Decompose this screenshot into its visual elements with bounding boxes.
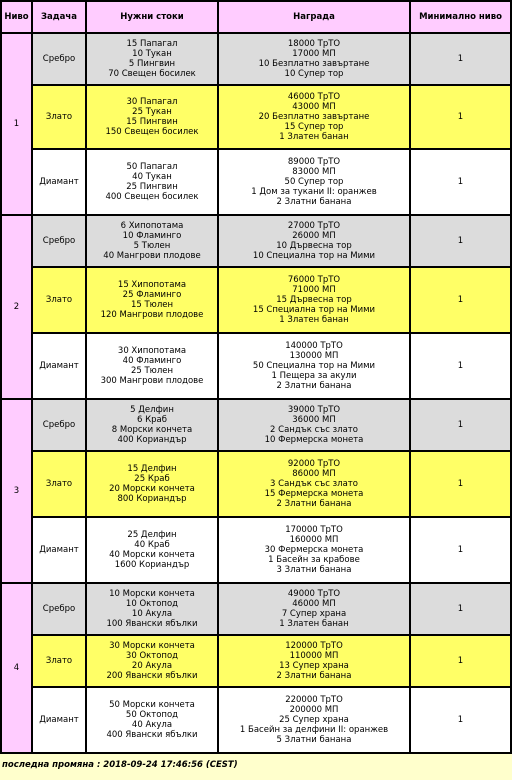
goods-cell — [86, 451, 218, 517]
goods-item: 15 Хипопотама — [117, 280, 187, 290]
min-level-cell: 1 — [410, 583, 511, 635]
task-cell: Злато — [32, 635, 86, 687]
goods-item: 15 Делфин — [127, 464, 177, 474]
reward-item: 1 Златен банан — [279, 619, 349, 629]
goods-item: 50 Морски кончета — [109, 700, 195, 710]
goods-item: 15 Тюлен — [130, 300, 174, 310]
min-level-cell: 1 — [410, 333, 511, 399]
reward-cell — [218, 583, 410, 635]
table-row — [1, 451, 511, 517]
table-row — [1, 583, 511, 635]
goods-item: 150 Свещен босилек — [105, 127, 199, 137]
task-cell: Сребро — [32, 399, 86, 451]
reward-item: 86000 МП — [292, 469, 336, 479]
reward-item: 120000 ТрТО — [285, 641, 343, 651]
reward-item: 92000 ТрТО — [287, 459, 341, 469]
goods-item: 40 Морски кончета — [109, 550, 195, 560]
min-level-cell: 1 — [410, 451, 511, 517]
goods-item: 25 Пингвин — [126, 182, 178, 192]
reward-cell — [218, 149, 410, 215]
reward-item: 1 Басейн за делфини II: оранжев — [239, 725, 389, 735]
reward-item: 83000 МП — [292, 167, 336, 177]
reward-item: 2 Сандък със злато — [270, 425, 358, 435]
reward-item: 10 Специална тор на Мими — [252, 251, 376, 261]
goods-cell — [86, 517, 218, 583]
reward-item: 27000 ТрТО — [287, 221, 341, 231]
min-level-cell: 1 — [410, 267, 511, 333]
header-goods: Нужни стоки — [86, 1, 218, 33]
task-cell: Злато — [32, 451, 86, 517]
reward-item: 15 Фермерска монета — [264, 489, 364, 499]
reward-item: 170000 ТрТО — [285, 525, 343, 535]
goods-cell — [86, 635, 218, 687]
goods-item: 15 Пингвин — [126, 117, 178, 127]
goods-item: 8 Морски кончета — [111, 425, 193, 435]
goods-cell — [86, 267, 218, 333]
reward-cell — [218, 399, 410, 451]
goods-item: 30 Папагал — [126, 97, 178, 107]
goods-item: 400 Явански ябълки — [106, 730, 198, 740]
reward-cell — [218, 635, 410, 687]
last-modified: последна промяна : 2018-09-24 17:46:56 (CEST) — [2, 760, 238, 770]
reward-item: 1 Златен банан — [279, 132, 349, 142]
reward-item: 2 Златни банана — [276, 499, 352, 509]
level-cell: 2 — [1, 215, 32, 399]
goods-item: 40 Акула — [131, 720, 173, 730]
reward-item: 26000 МП — [292, 231, 336, 241]
table-row — [1, 267, 511, 333]
goods-item: 30 Хипопотама — [117, 346, 187, 356]
reward-item: 1 Басейн за крабове — [268, 555, 360, 565]
goods-item: 400 Кориандър — [117, 435, 187, 445]
reward-item: 10 Дървесна тор — [276, 241, 352, 251]
min-level-cell: 1 — [410, 149, 511, 215]
table-row — [1, 149, 511, 215]
reward-item: 17000 МП — [292, 49, 336, 59]
reward-item: 15 Супер тор — [284, 122, 344, 132]
goods-item: 200 Явански ябълки — [106, 671, 198, 681]
goods-item: 25 Тукан — [132, 107, 172, 117]
goods-item: 30 Октопод — [125, 651, 179, 661]
task-cell: Злато — [32, 85, 86, 149]
reward-item: 3 Златни банана — [276, 565, 352, 575]
goods-item: 300 Мангрови плодове — [100, 376, 204, 386]
goods-item: 20 Морски кончета — [109, 484, 195, 494]
table-row — [1, 635, 511, 687]
reward-item: 18000 ТрТО — [287, 39, 341, 49]
reward-item: 13 Супер храна — [279, 661, 349, 671]
reward-item: 220000 ТрТО — [285, 695, 343, 705]
reward-item: 2 Златни банана — [276, 671, 352, 681]
goods-item: 25 Тюлен — [130, 366, 174, 376]
table-row — [1, 333, 511, 399]
reward-item: 20 Безплатно завъртане — [258, 112, 370, 122]
goods-item: 25 Краб — [134, 474, 170, 484]
table-row — [1, 33, 511, 85]
task-cell: Диамант — [32, 333, 86, 399]
table-row — [1, 399, 511, 451]
reward-item: 7 Супер храна — [281, 609, 347, 619]
goods-item: 800 Кориандър — [117, 494, 187, 504]
reward-cell — [218, 333, 410, 399]
goods-cell — [86, 33, 218, 85]
reward-item: 50 Супер тор — [284, 177, 344, 187]
goods-item: 1600 Кориандър — [114, 560, 190, 570]
goods-item: 6 Краб — [137, 415, 167, 425]
reward-item: 39000 ТрТО — [287, 405, 341, 415]
task-cell: Сребро — [32, 215, 86, 267]
goods-item: 70 Свещен босилек — [108, 69, 196, 79]
goods-cell — [86, 333, 218, 399]
reward-cell — [218, 687, 410, 753]
reward-item: 15 Дървесна тор — [276, 295, 352, 305]
reward-item: 46000 ТрТО — [287, 92, 341, 102]
min-level-cell: 1 — [410, 517, 511, 583]
goods-item: 5 Пингвин — [128, 59, 176, 69]
task-cell: Сребро — [32, 583, 86, 635]
reward-cell — [218, 517, 410, 583]
table-row — [1, 85, 511, 149]
goods-item: 10 Тукан — [132, 49, 172, 59]
goods-item: 10 Акула — [131, 609, 173, 619]
reward-item: 43000 МП — [292, 102, 336, 112]
reward-item: 10 Супер тор — [284, 69, 344, 79]
task-cell: Диамант — [32, 149, 86, 215]
reward-item: 1 Златен банан — [279, 315, 349, 325]
reward-item: 25 Супер храна — [279, 715, 349, 725]
reward-item: 140000 ТрТО — [285, 341, 343, 351]
goods-item: 50 Октопод — [125, 710, 179, 720]
reward-item: 160000 МП — [289, 535, 339, 545]
reward-item: 89000 ТрТО — [287, 157, 341, 167]
reward-item: 76000 ТрТО — [287, 275, 341, 285]
reward-item: 30 Фермерска монета — [264, 545, 364, 555]
goods-cell — [86, 583, 218, 635]
reward-item: 2 Златни банана — [276, 381, 352, 391]
reward-item: 10 Безплатно завъртане — [258, 59, 370, 69]
reward-item: 200000 МП — [289, 705, 339, 715]
goods-item: 50 Папагал — [126, 162, 178, 172]
goods-item: 120 Мангрови плодове — [100, 310, 204, 320]
level-cell: 3 — [1, 399, 32, 583]
goods-cell — [86, 85, 218, 149]
goods-item: 30 Морски кончета — [109, 641, 195, 651]
min-level-cell: 1 — [410, 215, 511, 267]
min-level-cell: 1 — [410, 33, 511, 85]
goods-item: 5 Делфин — [130, 405, 174, 415]
table-row — [1, 687, 511, 753]
goods-item: 10 Морски кончета — [109, 589, 195, 599]
table-row — [1, 215, 511, 267]
reward-item: 46000 МП — [292, 599, 336, 609]
task-cell: Злато — [32, 267, 86, 333]
reward-item: 2 Златни банана — [276, 197, 352, 207]
reward-item: 130000 МП — [289, 351, 339, 361]
min-level-cell: 1 — [410, 399, 511, 451]
reward-item: 3 Сандък със злато — [270, 479, 358, 489]
table-body — [1, 33, 511, 753]
goods-item: 40 Тукан — [132, 172, 172, 182]
task-cell: Диамант — [32, 687, 86, 753]
goods-item: 25 Фламинго — [122, 290, 182, 300]
goods-item: 5 Тюлен — [133, 241, 171, 251]
goods-item: 10 Октопод — [125, 599, 179, 609]
task-cell: Сребро — [32, 33, 86, 85]
reward-cell — [218, 85, 410, 149]
min-level-cell: 1 — [410, 687, 511, 753]
header-reward: Награда — [218, 1, 410, 33]
reward-item: 5 Златни банана — [276, 735, 352, 745]
goods-cell — [86, 215, 218, 267]
reward-cell — [218, 267, 410, 333]
header-row — [1, 1, 511, 33]
goods-item: 40 Краб — [134, 540, 170, 550]
level-cell: 1 — [1, 33, 32, 215]
goods-item: 25 Делфин — [127, 530, 177, 540]
reward-cell — [218, 33, 410, 85]
min-level-cell: 1 — [410, 85, 511, 149]
goods-item: 10 Фламинго — [122, 231, 182, 241]
reward-item: 1 Пещера за акули — [271, 371, 357, 381]
goods-item: 6 Хипопотама — [120, 221, 184, 231]
reward-item: 71000 МП — [292, 285, 336, 295]
task-cell: Диамант — [32, 517, 86, 583]
table-row — [1, 517, 511, 583]
goods-cell — [86, 399, 218, 451]
goods-item: 400 Свещен босилек — [105, 192, 199, 202]
goods-item: 40 Мангрови плодове — [103, 251, 201, 261]
reward-item: 49000 ТрТО — [287, 589, 341, 599]
min-level-cell: 1 — [410, 635, 511, 687]
reward-item: 10 Фермерска монета — [264, 435, 364, 445]
header-task: Задача — [32, 1, 86, 33]
header-level: Ниво — [1, 1, 32, 33]
goods-item: 100 Явански ябълки — [106, 619, 198, 629]
goods-cell — [86, 149, 218, 215]
reward-cell — [218, 215, 410, 267]
goods-item: 40 Фламинго — [122, 356, 182, 366]
reward-item: 1 Дом за тукани II: оранжев — [251, 187, 377, 197]
level-cell: 4 — [1, 583, 32, 753]
goods-item: 15 Папагал — [126, 39, 178, 49]
reward-item: 50 Специална тор на Мими — [252, 361, 376, 371]
header-min-level: Минимално ниво — [410, 1, 511, 33]
reward-item: 36000 МП — [292, 415, 336, 425]
reward-cell — [218, 451, 410, 517]
goods-item: 20 Акула — [131, 661, 173, 671]
reward-item: 110000 МП — [289, 651, 339, 661]
goods-cell — [86, 687, 218, 753]
reward-item: 15 Специална тор на Мими — [252, 305, 376, 315]
